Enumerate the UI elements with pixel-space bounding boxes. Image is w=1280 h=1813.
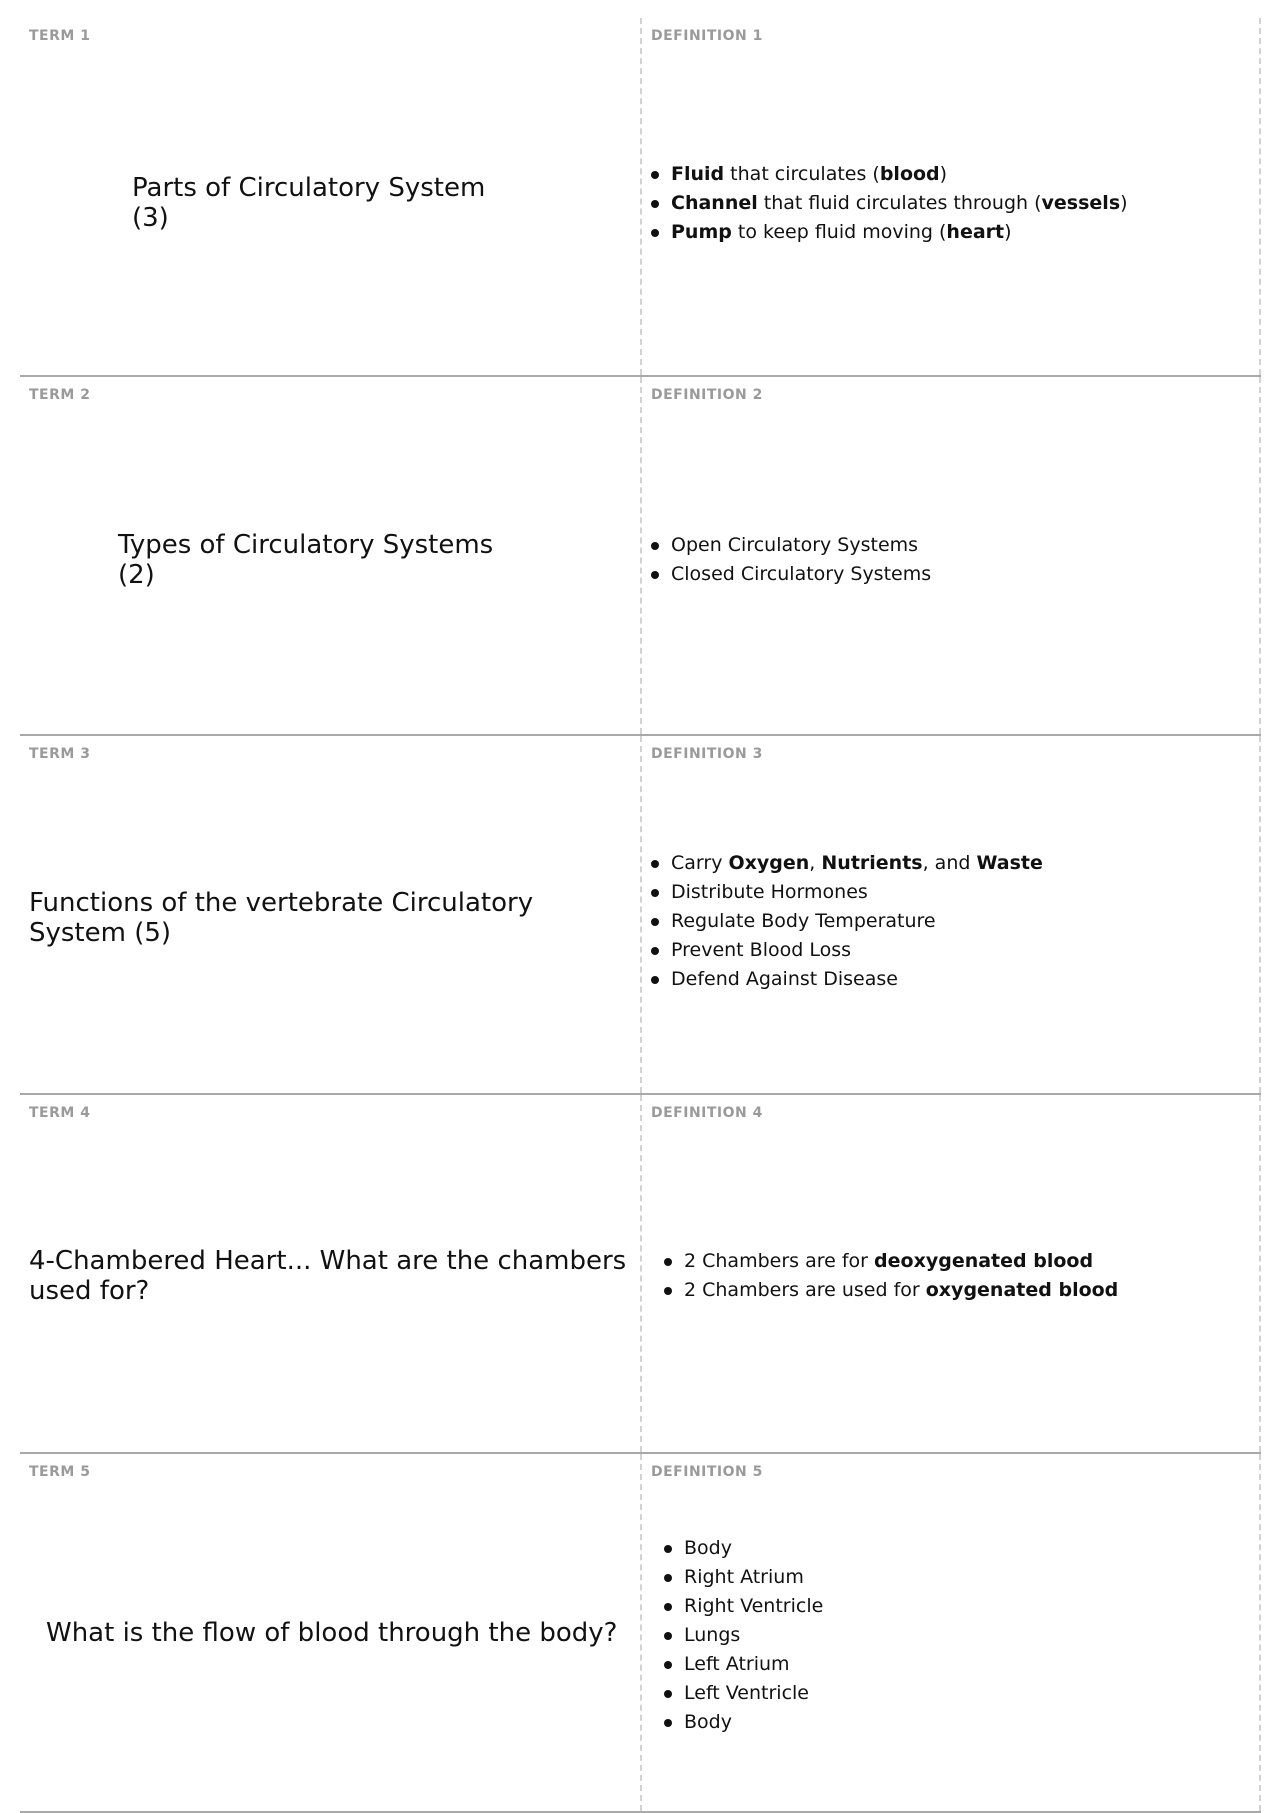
definition-keyword: heart	[946, 221, 1005, 243]
term-cell	[20, 1095, 642, 1452]
definition-keyword: deoxygenated blood	[874, 1250, 1094, 1272]
definition-text: Defend Against Disease	[671, 968, 898, 990]
definition-cell	[642, 1095, 1261, 1452]
definition-item	[664, 1621, 823, 1650]
term-cell	[20, 1454, 642, 1811]
flashcard-4	[20, 1095, 1261, 1454]
definition-cell	[642, 1454, 1261, 1811]
definition-item	[651, 189, 1128, 218]
definition-item	[664, 1563, 823, 1592]
definition-text: Distribute Hormones	[671, 881, 868, 903]
definition-text: that circulates (	[724, 163, 880, 185]
definition-label: DEFINITION 1	[651, 28, 763, 44]
term-cell	[20, 736, 642, 1093]
term-line: used for?	[29, 1276, 150, 1306]
term-label: TERM 4	[29, 1105, 91, 1121]
definition-item	[664, 1592, 823, 1621]
definition-label: DEFINITION 2	[651, 387, 763, 403]
term-text	[118, 530, 493, 590]
definition-item	[651, 878, 1043, 907]
definition-text: )	[939, 163, 948, 185]
definition-item	[664, 1534, 823, 1563]
term-line: (3)	[132, 203, 169, 233]
definition-item	[664, 1679, 823, 1708]
term-line: System (5)	[29, 918, 172, 948]
definition-item	[651, 160, 1128, 189]
definition-text: Right Ventricle	[684, 1595, 824, 1617]
term-text	[29, 1246, 626, 1306]
definition-label: DEFINITION 4	[651, 1105, 763, 1121]
definition-text: ,	[809, 852, 822, 874]
definition-keyword: Fluid	[671, 163, 725, 185]
definition-text: Carry	[671, 852, 729, 874]
definition-list	[651, 160, 1128, 247]
definition-item	[651, 531, 931, 560]
term-line: Types of Circulatory Systems	[118, 530, 494, 560]
definition-item	[664, 1650, 823, 1679]
definition-text: Left Ventricle	[684, 1682, 809, 1704]
term-label: TERM 2	[29, 387, 91, 403]
term-label: TERM 3	[29, 746, 91, 762]
definition-item	[651, 560, 931, 589]
definition-item	[651, 907, 1043, 936]
definition-cell	[642, 18, 1261, 375]
definition-cell	[642, 736, 1261, 1093]
definition-text: , and	[922, 852, 977, 874]
definition-keyword: Oxygen	[728, 852, 810, 874]
term-text	[29, 888, 533, 948]
term-cell	[20, 18, 642, 375]
term-line: Functions of the vertebrate Circulatory	[29, 888, 534, 918]
definition-keyword: vessels	[1041, 192, 1121, 214]
definition-list	[664, 1534, 823, 1737]
definition-list	[664, 1247, 1118, 1305]
flashcard-sheet	[20, 18, 1261, 1813]
definition-item	[664, 1708, 823, 1737]
flashcard-5	[20, 1454, 1261, 1813]
term-line: 4-Chambered Heart... What are the chambers	[29, 1246, 627, 1276]
term-line: What is the flow of blood through the body?	[46, 1618, 618, 1648]
definition-keyword: Nutrients	[821, 852, 923, 874]
definition-text: Right Atrium	[684, 1566, 804, 1588]
term-text	[132, 173, 485, 233]
definition-text: Body	[684, 1711, 732, 1733]
definition-keyword: Channel	[671, 192, 758, 214]
definition-text: Lungs	[684, 1624, 741, 1646]
definition-text: Closed Circulatory Systems	[671, 563, 932, 585]
definition-cell	[642, 377, 1261, 734]
definition-text: Open Circulatory Systems	[671, 534, 919, 556]
definition-list	[651, 849, 1043, 994]
definition-label: DEFINITION 5	[651, 1464, 763, 1480]
definition-item	[664, 1276, 1118, 1305]
definition-item	[651, 936, 1043, 965]
definition-text: )	[1004, 221, 1012, 243]
definition-text: Regulate Body Temperature	[671, 910, 936, 932]
definition-text: Body	[684, 1537, 732, 1559]
definition-item	[651, 218, 1128, 247]
definition-text: Prevent Blood Loss	[671, 939, 852, 961]
definition-text: to keep fluid moving (	[731, 221, 947, 243]
definition-item	[651, 965, 1043, 994]
flashcard-3	[20, 736, 1261, 1095]
term-cell	[20, 377, 642, 734]
term-label: TERM 1	[29, 28, 91, 44]
definition-label: DEFINITION 3	[651, 746, 763, 762]
term-label: TERM 5	[29, 1464, 91, 1480]
flashcard-1	[20, 18, 1261, 377]
definition-keyword: blood	[879, 163, 940, 185]
definition-item	[651, 849, 1043, 878]
flashcard-2	[20, 377, 1261, 736]
definition-item	[664, 1247, 1118, 1276]
definition-text: )	[1120, 192, 1128, 214]
definition-keyword: oxygenated blood	[925, 1279, 1119, 1301]
term-line: (2)	[118, 560, 155, 590]
definition-text: 2 Chambers are for	[684, 1250, 875, 1272]
definition-text: Left Atrium	[684, 1653, 790, 1675]
definition-text: that fluid circulates through (	[757, 192, 1042, 214]
definition-text: 2 Chambers are used for	[684, 1279, 926, 1301]
definition-keyword: Waste	[976, 852, 1043, 874]
term-text	[46, 1618, 617, 1648]
definition-keyword: Pump	[671, 221, 732, 243]
definition-list	[651, 531, 931, 589]
term-line: Parts of Circulatory System	[132, 173, 486, 203]
